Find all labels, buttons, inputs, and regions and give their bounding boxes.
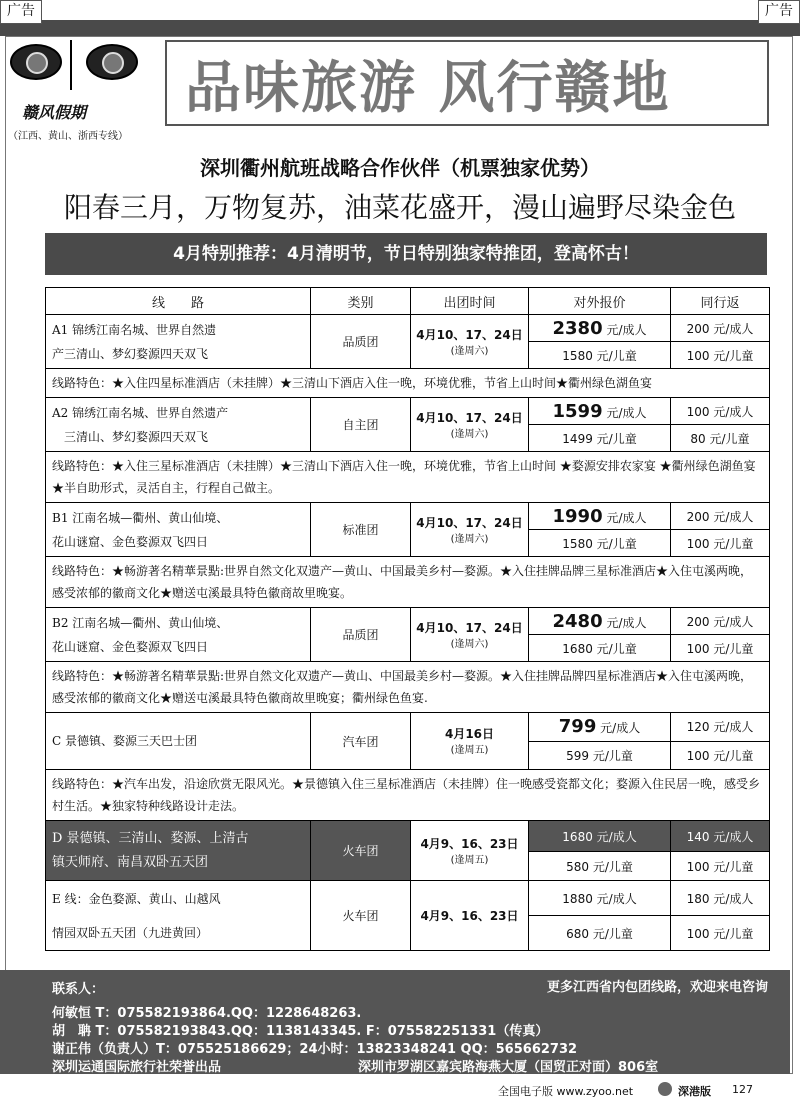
ad-label-right: 广告 (758, 0, 800, 24)
child-price: 1580 元/儿童 (529, 342, 671, 369)
adult-price: 2380 元/成人 (529, 315, 671, 342)
col-header: 出团时间 (411, 288, 529, 315)
brand-name: 赣风假期 (22, 103, 87, 122)
adult-price: 2480 元/成人 (529, 608, 671, 635)
return-adult: 100 元/成人 (671, 398, 770, 425)
route-name: C 景德镇、婺源三天巴士团 (46, 713, 311, 770)
route-type: 汽车团 (311, 713, 411, 770)
child-price: 1580 元/儿童 (529, 530, 671, 557)
col-header: 同行返 (671, 288, 770, 315)
contact-line: 胡 聃 T：075582193843.QQ：1138143345. F：075582251331（传真） (52, 1024, 549, 1039)
child-price: 1499 元/儿童 (529, 425, 671, 452)
route-type: 火车团 (311, 881, 411, 951)
child-price: 1680 元/儿童 (529, 635, 671, 662)
child-price: 680 元/儿童 (529, 916, 671, 951)
brand-logo-icon (86, 44, 138, 80)
col-header: 对外报价 (529, 288, 671, 315)
route-date: 4月9、16、23日 (411, 881, 529, 951)
return-child: 100 元/儿童 (671, 342, 770, 369)
adult-price: 799 元/成人 (529, 713, 671, 742)
route-date: 4月16日 (逢周五) (411, 713, 529, 770)
table-row (46, 608, 770, 635)
company-name: 深圳运通国际旅行社荣誉出品 (52, 1060, 222, 1075)
child-price: 599 元/儿童 (529, 741, 671, 770)
adult-price: 1599 元/成人 (529, 398, 671, 425)
route-date: 4月10、17、24日 (逢周六) (411, 503, 529, 557)
table-row (46, 315, 770, 342)
child-price: 580 元/儿童 (529, 852, 671, 881)
route-name: D 景德镇、三清山、婺源、上清古 镇天师府、南昌双卧五天团 (46, 821, 311, 881)
return-adult: 120 元/成人 (671, 713, 770, 742)
promo-banner: 4月特别推荐：4月清明节，节日特别独家特推团，登高怀古！ (45, 233, 767, 275)
return-child: 100 元/儿童 (671, 635, 770, 662)
route-name: E 线：金色婺源、黄山、山越风 情园双卧五天团（九进黄回） (46, 881, 311, 951)
contact-line: 何敏恒 T：075582193864.QQ：1228648263. (52, 1006, 362, 1021)
route-name: B1 江南名城—衢州、黄山仙境、 花山谜窟、金色婺源双飞四日 (46, 503, 311, 557)
adult-price: 1990 元/成人 (529, 503, 671, 530)
return-child: 100 元/儿童 (671, 916, 770, 951)
route-name: A2 锦绣江南名城、世界自然遗产 三清山、梦幻婺源四天双飞 (46, 398, 311, 452)
logo-divider (70, 40, 72, 90)
page-number: 127 (732, 1083, 753, 1096)
return-adult: 200 元/成人 (671, 608, 770, 635)
route-type: 品质团 (311, 608, 411, 662)
feature-row (46, 557, 770, 608)
edition-logo-icon (658, 1082, 672, 1096)
ad-label-left: 广告 (0, 0, 42, 24)
route-type: 自主团 (311, 398, 411, 452)
contact-line: 谢正伟（负责人）T：075525186629；24小时：13823348241 QQ：565662732 (52, 1042, 578, 1057)
return-adult: 200 元/成人 (671, 315, 770, 342)
feature-row (46, 662, 770, 713)
route-date: 4月9、16、23日 (逢周五) (411, 821, 529, 881)
route-date: 4月10、17、24日 (逢周六) (411, 315, 529, 369)
routes-table (45, 287, 770, 951)
route-type: 火车团 (311, 821, 411, 881)
brand-logo-icon (10, 44, 62, 80)
return-adult: 200 元/成人 (671, 503, 770, 530)
route-name: A1 锦绣江南名城、世界自然遗 产三清山、梦幻婺源四天双飞 (46, 315, 311, 369)
more-routes-note: 更多江西省内包团线路，欢迎来电咨询 (546, 980, 768, 995)
table-row (46, 503, 770, 530)
col-header: 线 路 (46, 288, 311, 315)
brand-subtitle: （江西、黄山、浙西专线） (8, 131, 128, 142)
adult-price: 1880 元/成人 (529, 881, 671, 916)
return-child: 80 元/儿童 (671, 425, 770, 452)
route-name: B2 江南名城—衢州、黄山仙境、 花山谜窟、金色婺源双飞四日 (46, 608, 311, 662)
table-row (46, 398, 770, 425)
feature-row (46, 770, 770, 821)
route-date: 4月10、17、24日 (逢周六) (411, 398, 529, 452)
route-date: 4月10、17、24日 (逢周六) (411, 608, 529, 662)
route-type: 品质团 (311, 315, 411, 369)
edition-label: 全国电子版 www.zyoo.net (498, 1085, 634, 1098)
route-feature: 线路特色：★畅游著名精華景點:世界自然文化双遗产—黄山、中国最美乡村—婺源。★入住挂牌品牌四星标准酒店★入住屯溪两晚，感受浓郁的徽商文化★赠送屯溪最具特色徽商故里晚宴；衢州绿色鱼宴. (46, 662, 770, 713)
return-adult: 140 元/成人 (671, 821, 770, 852)
region-label: 深港版 (678, 1085, 711, 1098)
col-header: 类别 (311, 288, 411, 315)
contact-title: 联系人： (52, 982, 105, 997)
feature-row (46, 452, 770, 503)
headline-spring: 阳春三月，万物复苏，油菜花盛开，漫山遍野尽染金色 (63, 191, 736, 224)
return-child: 100 元/儿童 (671, 852, 770, 881)
return-adult: 180 元/成人 (671, 881, 770, 916)
table-row (46, 821, 770, 852)
route-feature: 线路特色：★入住四星标准酒店（未挂牌）★三清山下酒店入住一晚，环境优雅，节省上山时间★衢州绿色湖鱼宴 (46, 369, 770, 398)
top-bar (0, 20, 800, 36)
adult-price: 1680 元/成人 (529, 821, 671, 852)
slogan: 品味旅游 风行赣地 (185, 56, 671, 121)
table-header-row (46, 288, 770, 315)
contact-panel (0, 970, 790, 1074)
company-address: 深圳市罗湖区嘉宾路海燕大厦（国贸正对面）806室 (358, 1060, 659, 1075)
return-child: 100 元/儿童 (671, 741, 770, 770)
route-type: 标准团 (311, 503, 411, 557)
route-feature: 线路特色：★汽车出发，沿途欣赏无限风光。★景德镇入住三星标准酒店（未挂牌）住一晚感受瓷都文化；婺源入住民居一晚，感受乡村生活。★独家特种线路设计走法。 (46, 770, 770, 821)
feature-row (46, 369, 770, 398)
route-feature: 线路特色：★畅游著名精華景點:世界自然文化双遗产—黄山、中国最美乡村—婺源。★入住挂牌品牌三星标准酒店★入住屯溪两晚，感受浓郁的徽商文化★赠送屯溪最具特色徽商故里晚宴。 (46, 557, 770, 608)
route-feature: 线路特色：★入住三星标准酒店（未挂牌）★三清山下酒店入住一晚，环境优雅，节省上山时间 ★婺源安排农家宴 ★衢州绿色湖鱼宴★半自助形式，灵活自主，行程自己做主。 (46, 452, 770, 503)
table-row (46, 881, 770, 916)
return-child: 100 元/儿童 (671, 530, 770, 557)
table-row (46, 713, 770, 742)
headline-partner: 深圳衢州航班战略合作伙伴（机票独家优势） (200, 156, 600, 180)
page-footer (0, 1079, 800, 1099)
